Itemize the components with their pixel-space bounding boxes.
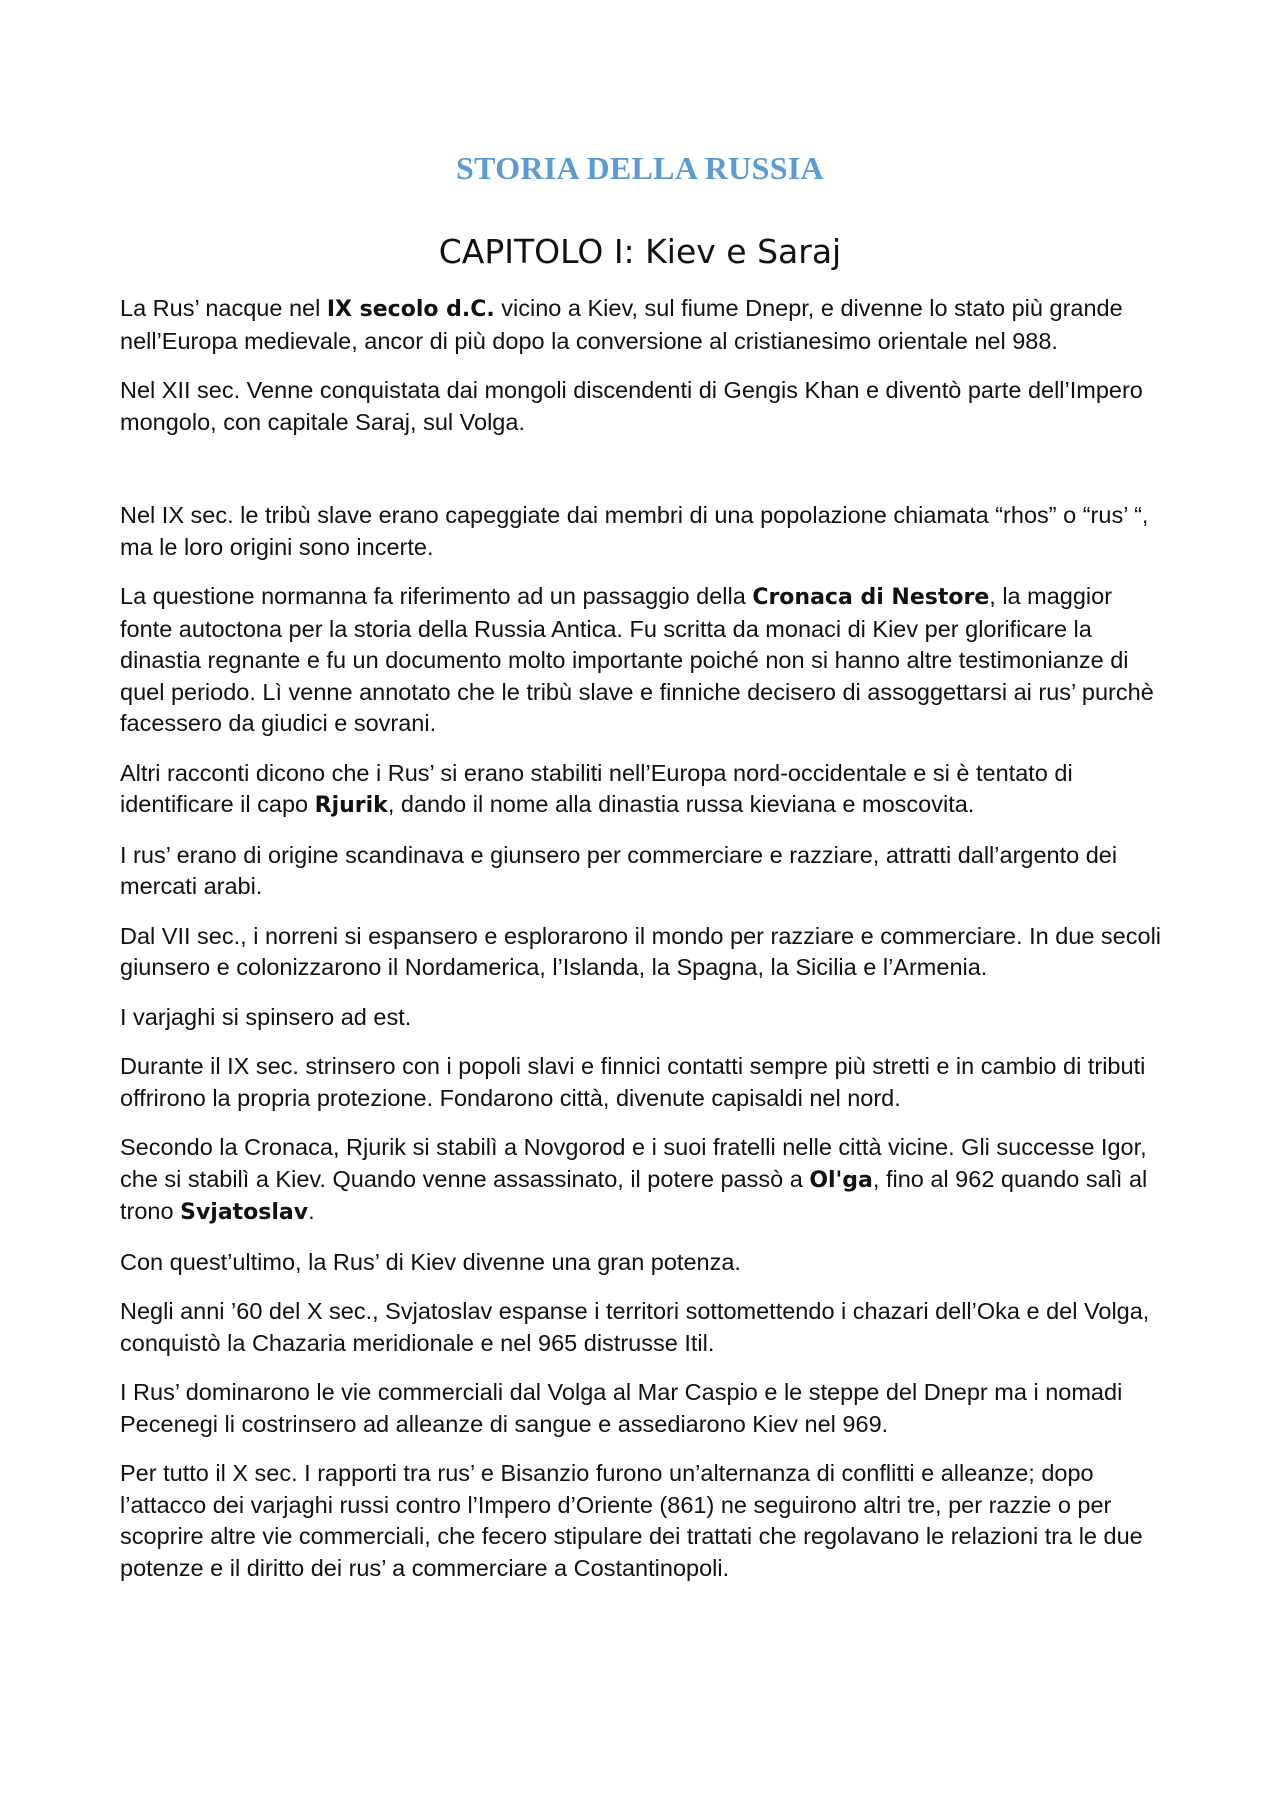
bold-term: Ol'ga: [809, 1167, 873, 1193]
paragraph-text: La questione normanna fa riferimento ad un passaggio della: [120, 583, 753, 609]
paragraph-scandinavian-origin: I rus’ erano di origine scandinava e giunsero per commerciare e razziare, attratti dall’argento dei mercati arabi.: [120, 841, 1118, 899]
bold-term: Cronaca di Nestore: [752, 585, 990, 610]
bold-term: IX secolo d.C.: [326, 297, 495, 322]
paragraph-text: Altri racconti dicono che i Rus’ si erano stabiliti nell’Europa nord-occidentale e si è tentato di identificare il capo: [120, 759, 1073, 817]
paragraph-byzantium-relations: Per tutto il X sec. I rapporti tra rus’ e Bisanzio furono un’alternanza di conflitti e alleanze; dopo l’attacco dei varjaghi russi contro l’Impero d’Oriente (861) ne seguirono altri tre, per razzie o per scoprire altre vie commerciali, che fecero stipulare dei trattati che regolavano le relazioni tra le due potenze e il diritto dei rus’ a commerciare a Costantinopoli.: [120, 1460, 1143, 1581]
paragraph-varangians-east: I varjaghi si spinsero ad est.: [120, 1003, 412, 1030]
paragraph-text: .: [308, 1198, 315, 1224]
paragraph-text: La Rus’ nacque nel: [120, 295, 327, 321]
paragraph-text: vicino a Kiev, sul fiume Dnepr, e divenne lo stato più grande nell’Europa medievale, ancor di più dopo la conversione al cristianesimo orientale nel 988.: [120, 295, 1123, 354]
paragraph-rjurik: [120, 758, 1170, 822]
paragraph-trade-routes: I Rus’ dominarono le vie commerciali dal Volga al Mar Caspio e le steppe del Dnepr ma i nomadi Pecenegi li costrinsero ad alleanze di sangue e assediarono Kiev nel 969.: [120, 1379, 1123, 1437]
paragraph-text: Secondo la Cronaca, Rjurik si stabilì a Novgorod e i suoi fratelli nelle città vicine. Gli successe Igor, che si stabilì a Kiev. Quando venne assassinato, il potere passò a: [120, 1134, 1147, 1192]
bold-term: Rjurik: [314, 793, 388, 818]
paragraph-text: , fino al 962 quando salì al trono: [120, 1165, 1148, 1224]
paragraph-norse-expansion: Dal VII sec., i norreni si espansero e esplorarono il mondo per razziare e commerciare. In due secoli giunsero e colonizzarono il Nordamerica, l’Islanda, la Spagna, la Sicilia e l’Armenia.: [120, 922, 1162, 980]
bold-term: Svjatoslav: [180, 1200, 309, 1225]
paragraph-svjatoslav-expansion: Negli anni ’60 del X sec., Svjatoslav espanse i territori sottomettendo i chazari dell’Oka e del Volga, conquistò la Chazaria meridionale e nel 965 distrusse Itil.: [120, 1298, 1150, 1356]
paragraph-ix-century-contacts: Durante il IX sec. strinsero con i popoli slavi e finnici contatti sempre più stretti e in cambio di tributi offrirono la propria protezione. Fondarono città, divenute capisaldi nel nord.: [120, 1053, 1146, 1111]
paragraph-succession: [120, 1132, 1170, 1229]
paragraph-text: , la maggior fonte autoctona per la storia della Russia Antica. Fu scritta da monaci di Kiev per glorificare la dinastia regnante e fu un documento molto importante poiché non si hanno altre testimonianze di quel periodo. Lì venne annotato che le tribù slave e finniche decisero di assoggettarsi ai rus’ purchè facessero da giudici e sovrani.: [120, 583, 1154, 736]
paragraph-text: , dando il nome alla dinastia russa kieviana e moscovita.: [387, 791, 975, 817]
document-body: [120, 293, 1170, 1602]
document-title: STORIA DELLA RUSSIA: [456, 150, 824, 186]
paragraph-norman-question: [120, 581, 1170, 740]
paragraph-great-power: Con quest’ultimo, la Rus’ di Kiev divenne una gran potenza.: [120, 1248, 741, 1275]
chapter-heading: CAPITOLO I: Kiev e Saraj: [438, 232, 842, 271]
paragraph-mongol-conquest: Nel XII sec. Venne conquistata dai mongoli discendenti di Gengis Khan e diventò parte dell’Impero mongolo, con capitale Saraj, sul Volga.: [120, 377, 1143, 435]
paragraph-rhos: Nel IX sec. le tribù slave erano capeggiate dai membri di una popolazione chiamata “rhos” o “rus’ “, ma le loro origini sono incerte.: [120, 502, 1149, 560]
paragraph-origins: [120, 293, 1170, 357]
